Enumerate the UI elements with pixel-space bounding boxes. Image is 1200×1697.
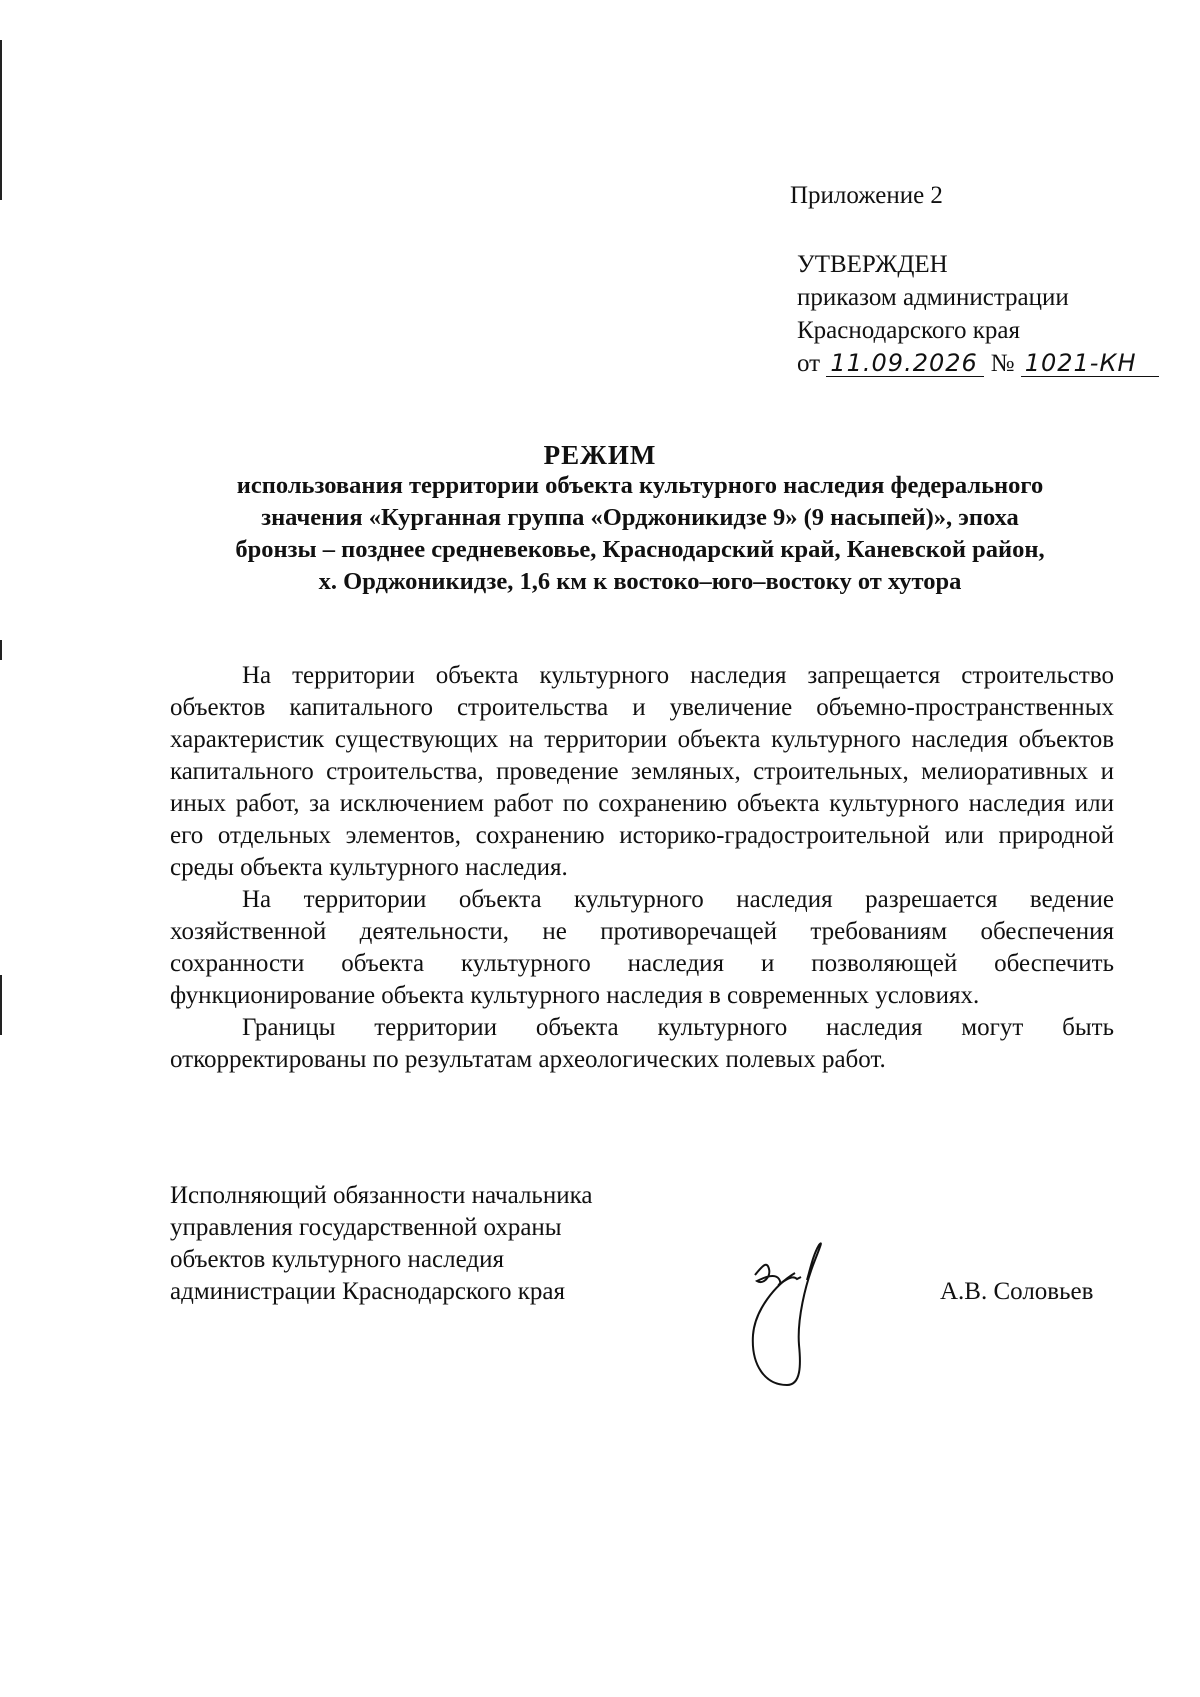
approval-heading: УТВЕРЖДЕН [797, 251, 948, 278]
signer-name: А.В. Соловьев [940, 1278, 1094, 1305]
body-paragraph: На территории объекта культурного наследия разрешается ведение хозяйственной деятельности, не противоречащей требованиям обеспечения сохранности объекта культурного наследия и позволяющей обеспечить функционирование объекта культурного наследия в современных условиях. [170, 886, 1114, 1009]
subtitle-line: х. Орджоникидзе, 1,6 км к востоко–юго–востоку от хутора [318, 568, 962, 595]
approval-block [797, 248, 1159, 383]
scan-edge-mark [0, 640, 2, 660]
position-line: администрации Краснодарского края [170, 1278, 566, 1305]
subtitle-line: значения «Курганная группа «Орджоникидзе 9» (9 насыпей)», эпоха [261, 504, 1019, 531]
date-prefix: от [797, 350, 821, 377]
approval-line-1: приказом администрации [797, 284, 1069, 311]
order-date-number-line [797, 347, 1159, 383]
handwritten-signature [735, 1225, 865, 1395]
appendix-label: Приложение 2 [790, 182, 943, 209]
approval-line-2: Краснодарского края [797, 317, 1020, 344]
number-prefix: № [990, 350, 1015, 377]
subtitle-line: бронзы – позднее средневековье, Краснодарский край, Каневской район, [235, 536, 1045, 563]
scan-edge-mark [0, 975, 2, 1035]
document-subtitle [160, 470, 1120, 598]
handwritten-date: 11.09.2026 [826, 350, 984, 377]
handwritten-order-number: 1021-КН [1021, 350, 1159, 377]
scan-edge-mark [0, 40, 2, 200]
document-body [170, 660, 1114, 1076]
position-line: управления государственной охраны [170, 1214, 562, 1241]
document-title: РЕЖИМ [543, 440, 657, 470]
subtitle-line: использования территории объекта культурного наследия федерального [236, 472, 1044, 499]
position-line: Исполняющий обязанности начальника [170, 1182, 593, 1209]
body-paragraph: Границы территории объекта культурного наследия могут быть откорректированы по результатам археологических полевых работ. [170, 1014, 1114, 1073]
position-line: объектов культурного наследия [170, 1246, 504, 1273]
body-paragraph: На территории объекта культурного наследия запрещается строительство объектов капитального строительства и увеличение объемно-пространственных характеристик существующих на территории объекта культурного наследия объектов капитального строительства, проведение земляных, строительных, мелиоративных и иных работ, за исключением работ по сохранению объекта культурного наследия или его отдельных элементов, сохранению историко-градостроительной или природной среды объекта культурного наследия. [170, 662, 1114, 881]
signatory-position [170, 1180, 592, 1308]
